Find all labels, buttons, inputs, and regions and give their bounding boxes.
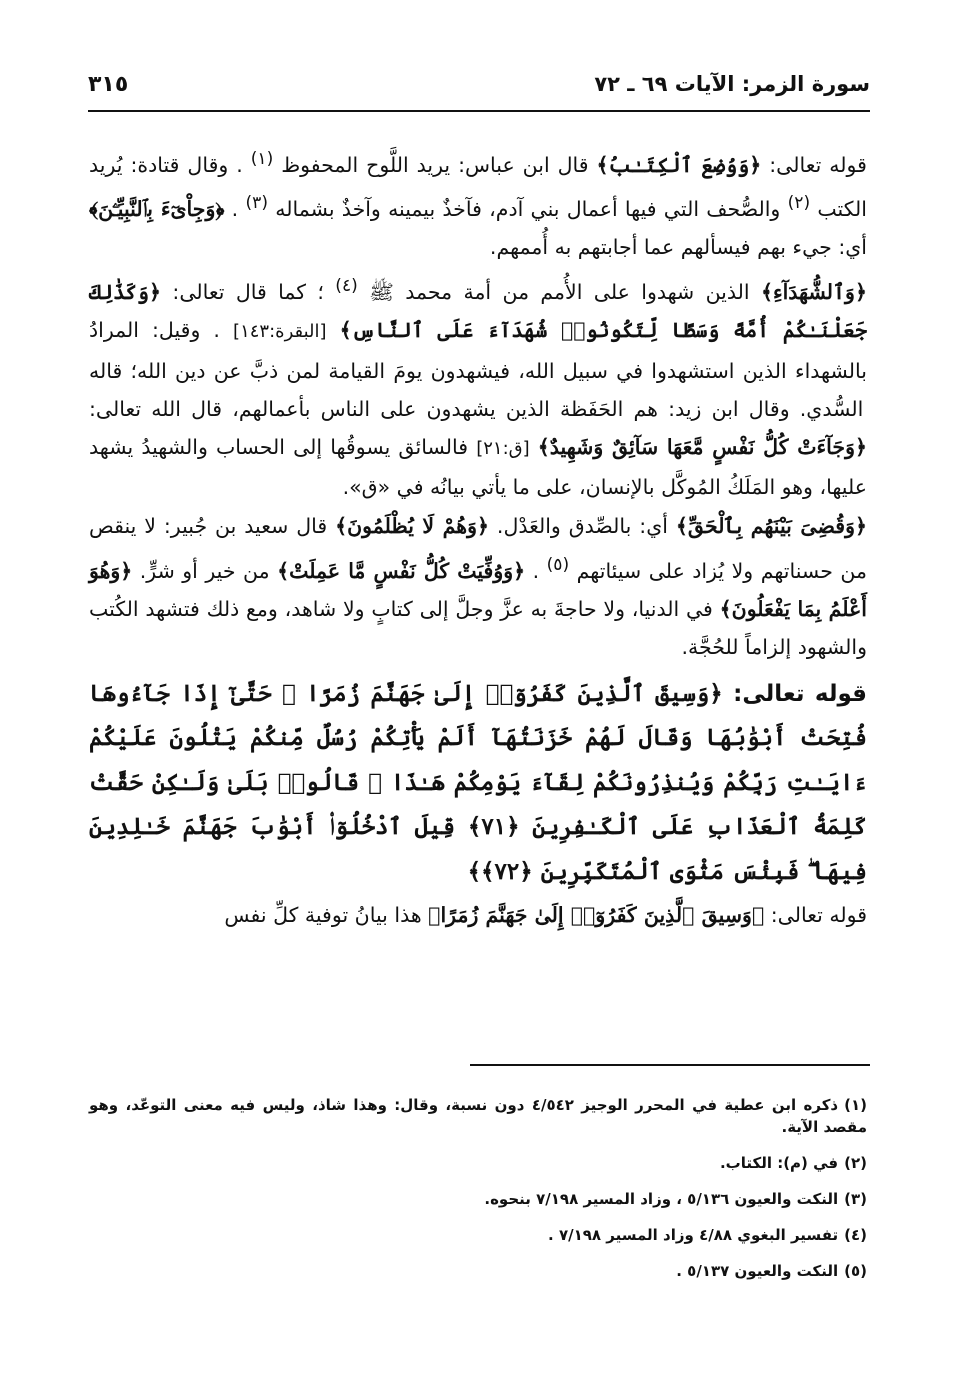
text-run: هذا بيانُ توفية كلِّ نفس [224, 903, 422, 928]
paragraph-3 [89, 507, 867, 666]
footnote-text: النكت والعيون ٥/١٣٧ . [676, 1262, 839, 1280]
text-run: والصُّحف التي فيها أعمال بني آدم، فآخذٌ بيمينه وآخذٌ بشماله [275, 196, 781, 221]
quran-quote: ﴿وَهُمْ لَا يُظْلَمُونَ﴾ [335, 514, 490, 539]
footnote-label: (٢) [844, 1154, 867, 1172]
quran-verse-block [89, 672, 867, 895]
page-number: ٣١٥ [88, 72, 129, 97]
footnote-separator [470, 1064, 870, 1066]
text-run: قوله تعالى: [764, 903, 867, 928]
footnote-marker[interactable]: (٥) [546, 554, 570, 575]
paragraph-1 [89, 140, 867, 266]
text-run: الذين شهدوا على الأُمم من أمة محمد ﷺ [369, 280, 750, 305]
running-title: سورة الزمر: الآيات ٦٩ ـ ٧٢ [594, 72, 870, 96]
text-run: أي: جيء بهم فيسألهم عما أجابتهم به أُممهم. [489, 235, 867, 260]
quran-quote: ﴿وَهُوَ أَعْلَمُ بِمَا يَفْعَلُونَ﴾ [89, 558, 867, 621]
text-run: . وقيل: المرادُ بالشهداء الذين استشهدوا في سبيل الله، فيشهدون يومَ القيامة لمن ذبَّ عن دين الله؛ قاله السُّدي. وقال ابن زيد: هم الحَفَظة الذين يشهدون على الناس بأعمالهم، قال الله تعالى: [89, 318, 867, 421]
footnote-text: ذكره ابن عطية في المحرر الوجيز ٤/٥٤٢ دون نسبة، وقال: وهذا شاذ، وليس فيه معنى التوعّد، وهو مقصد الآية. [89, 1096, 867, 1136]
header-rule [88, 110, 870, 112]
footnote-4 [89, 1224, 867, 1246]
text-run: من خير أو شرٍّ. [132, 558, 270, 583]
footnote-text: في (م): الكتاب. [719, 1154, 839, 1172]
footnote-marker[interactable]: (٤) [335, 276, 358, 297]
text-run: قوله تعالى: [761, 152, 867, 177]
quran-quote: ﴿وَكَذَٰلِكَ جَعَلْنَـٰكُمْ أُمَّةً وَسَطًا لِّتَكُونُوا۟ شُهَدَآءَ عَلَى ٱلنَّاسِ﴾ [89, 280, 867, 343]
footnote-3 [89, 1188, 867, 1210]
footnote-label: (٣) [844, 1190, 867, 1208]
verse-reference: [البقرة:١٤٣] [233, 321, 327, 343]
quran-quote: ﴿وَسِيقَ ٱلَّذِينَ كَفَرُوٓا۟ إِلَىٰ جَهَنَّمَ زُمَرًا﴾ [428, 903, 765, 928]
text-run: . وقال قتادة: يُريد الكتب [89, 152, 867, 221]
quran-quote: ﴿وَوُضِعَ ٱلْكِتَـٰبُ﴾ [596, 152, 762, 177]
text-run: فالسائق يسوقُها إلى الحساب والشهيدُ يشهد عليها، وهو المَلَكُ المُوكَّل بالإنسان، على ما يأتي بيانُه في «ق». [89, 434, 867, 500]
footnote-5 [89, 1260, 867, 1282]
footnote-label: (١) [844, 1096, 867, 1114]
quran-quote: ﴿وَقُضِىَ بَيْنَهُم بِٱلْحَقِّ﴾ [675, 514, 867, 539]
footnote-1 [89, 1094, 867, 1138]
footnote-2 [89, 1152, 867, 1174]
quran-quote: ﴿وَوُفِّيَتْ كُلُّ نَفْسٍ مَّا عَمِلَتْ﴾ [277, 558, 526, 583]
footnote-marker[interactable]: (٢) [787, 193, 811, 214]
footnote-marker[interactable]: (١) [250, 149, 274, 169]
footnote-text: النكت والعيون ٥/١٣٦ ، وزاد المسير ٧/١٩٨ بنحوه. [484, 1190, 839, 1208]
text-run: قال ابن عباس: يريد اللَّوح المحفوظ [281, 152, 589, 177]
text-run: . [525, 558, 540, 583]
footnote-label: (٤) [844, 1226, 867, 1244]
quran-quote: ﴿وَجَآءَتْ كُلُّ نَفْسٍ مَّعَهَا سَآئِقٌ وَشَهِيدٌ﴾ [537, 434, 867, 459]
footnote-label: (٥) [844, 1262, 867, 1280]
text-run: في الدنيا، ولا حاجةَ به عزَّ وجلَّ إلى كتابٍ ولا شاهد، ومع ذلك فتشهد الكُتب والشهود إلزاماً للحُجَّة. [89, 596, 867, 659]
page-header [88, 72, 870, 112]
verse-text: ﴿وَسِيقَ ٱلَّذِينَ كَفَرُوٓا۟ إِلَىٰ جَهَنَّمَ زُمَرًا ۖ حَتَّىٰٓ إِذَا جَآءُوهَا فُتِحَتْ أَبْوَٰبُهَا وَقَالَ لَهُمْ خَزَنَتُهَآ أَلَمْ يَأْتِكُمْ رُسُلٌ مِّنكُمْ يَتْلُونَ عَلَيْكُمْ ءَايَـٰتِ رَبِّكُمْ وَيُنذِرُونَكُمْ لِقَآءَ يَوْمِكُمْ هَـٰذَا ۚ قَالُوا۟ بَلَىٰ وَلَـٰكِنْ حَقَّتْ كَلِمَةُ ٱلْعَذَابِ عَلَى ٱلْكَـٰفِرِينَ ﴿٧١﴾ قِيلَ ٱدْخُلُوٓا۟ أَبْوَٰبَ جَهَنَّمَ خَـٰلِدِينَ فِيهَا ۖ فَبِئْسَ مَثْوَى ٱلْمُتَكَبِّرِينَ ﴿٧٢﴾﴾ [89, 679, 867, 885]
text-run: ؛ كما قال تعالى: [161, 280, 324, 305]
footnote-text: تفسير البغوي ٤/٨٨ وزاد المسير ٧/١٩٨ . [548, 1226, 839, 1244]
paragraph-4 [89, 896, 867, 934]
quran-quote: ﴿وَٱلشُّهَدَآءِ﴾ [760, 280, 867, 305]
text-run: أي: بالصِّدق والعَدْل. [489, 514, 668, 539]
quran-quote: ﴿وَجِاْىٓءَ بِٱلنَّبِيِّـۧنَ﴾ [89, 196, 225, 221]
main-text [89, 140, 867, 935]
text-run: . [224, 196, 239, 221]
paragraph-2 [89, 267, 867, 506]
verse-lead: قوله تعالى: [722, 680, 867, 707]
verse-reference: [ق:٢١] [476, 437, 530, 459]
text-run: قال سعيد بن جُبير: لا ينقص من حسناتهم ولا يُزاد على سيئاتهم [89, 514, 867, 583]
footnotes [89, 1094, 867, 1296]
footnote-marker[interactable]: (٣) [245, 193, 268, 214]
